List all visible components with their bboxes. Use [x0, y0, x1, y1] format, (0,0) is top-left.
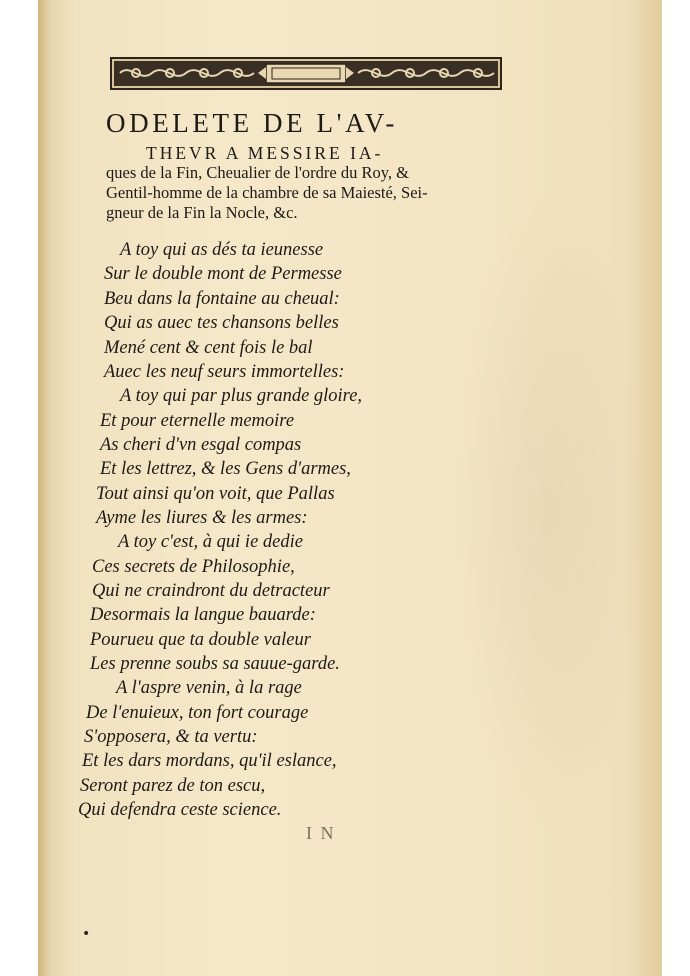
ode-title-line-2: THEVR A MESSIRE IA-: [146, 143, 384, 163]
verse-line-1: A toy qui as dés ta ieunesse: [120, 240, 324, 260]
verse-line-15: Qui ne craindront du detracteur: [92, 581, 330, 601]
verse-line-11: Tout ainsi qu'on voit, que Pallas: [96, 484, 335, 504]
verse-line-3: Beu dans la fontaine au cheual:: [104, 289, 340, 309]
verse-line-9: As cheri d'vn esgal compas: [100, 435, 302, 455]
ode-title-line-1: ODELETE DE L'AV-: [106, 108, 398, 138]
verse-line-7: A toy qui par plus grande gloire,: [120, 386, 363, 406]
verse-line-10: Et les lettrez, & les Gens d'armes,: [100, 459, 351, 479]
verse-line-17: Pourueu que ta double valeur: [90, 630, 311, 650]
verse-line-14: Ces secrets de Philosophie,: [92, 557, 295, 577]
ode-title-line-5: gneur de la Fin la Nocle, &c.: [106, 203, 298, 222]
verse-line-5: Mené cent & cent fois le bal: [104, 338, 313, 358]
verse-line-23: Seront parez de ton escu,: [80, 776, 266, 796]
verse-line-6: Auec les neuf seurs immortelles:: [104, 362, 345, 382]
verse-line-12: Ayme les liures & les armes:: [96, 508, 308, 528]
catchword: I N: [306, 823, 336, 843]
verse-line-2: Sur le double mont de Permesse: [104, 264, 342, 284]
verse-line-20: De l'enuieux, ton fort courage: [86, 703, 309, 723]
ode-title-line-3: ques de la Fin, Cheualier de l'ordre du Roy, &: [106, 163, 409, 182]
verse-line-16: Desormais la langue bauarde:: [90, 605, 316, 625]
verse-line-13: A toy c'est, à qui ie dedie: [118, 532, 303, 552]
ode-title-line-4: Gentil-homme de la chambre de sa Maiesté, Sei-: [106, 183, 428, 202]
show-through-stain: [448, 190, 648, 830]
page-gutter-shadow: [38, 0, 50, 976]
ink-speck: •: [82, 926, 91, 942]
verse-line-22: Et les dars mordans, qu'il eslance,: [82, 751, 337, 771]
verse-line-19: A l'aspre venin, à la rage: [116, 678, 302, 698]
book-page: [38, 0, 662, 976]
verse-line-18: Les prenne soubs sa sauue-garde.: [90, 654, 340, 674]
verse-line-8: Et pour eternelle memoire: [100, 411, 295, 431]
verse-line-21: S'opposera, & ta vertu:: [84, 727, 258, 747]
verse-line-4: Qui as auec tes chansons belles: [104, 313, 339, 333]
verse-line-24: Qui defendra ceste science.: [78, 800, 282, 820]
decorative-headpiece: [110, 57, 502, 90]
